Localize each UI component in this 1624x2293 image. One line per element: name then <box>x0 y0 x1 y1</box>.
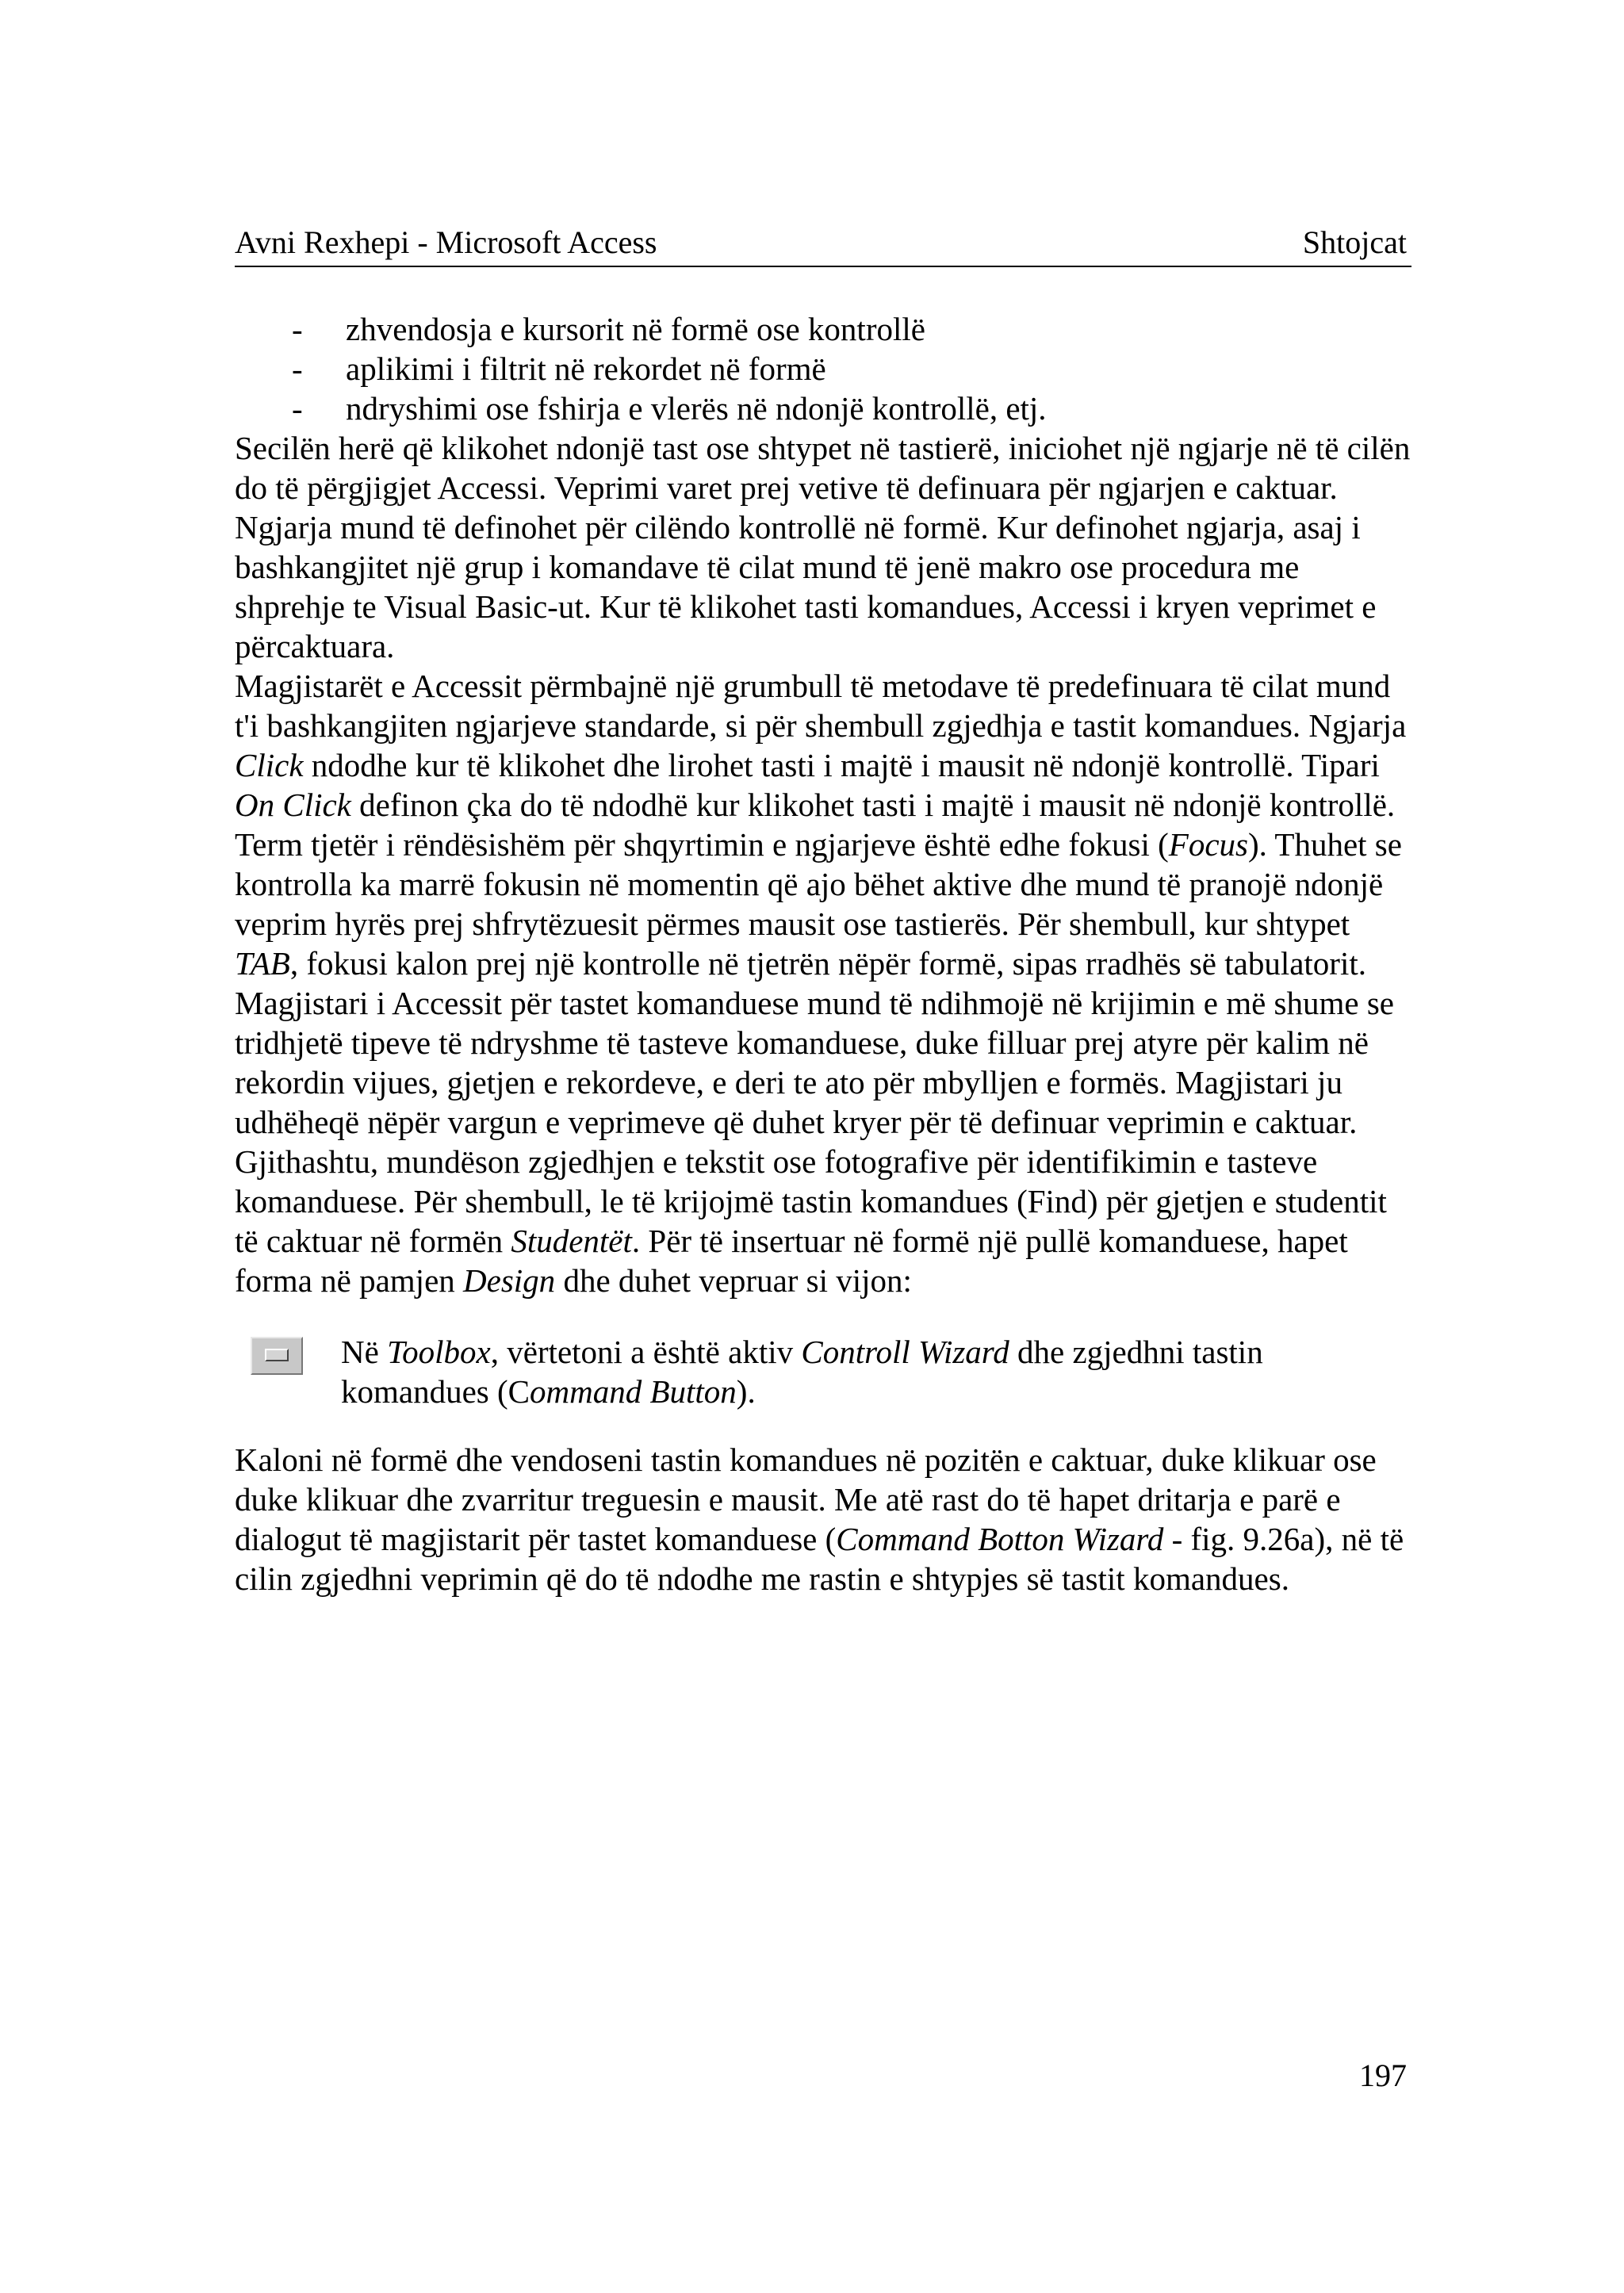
command-button-glyph <box>265 1349 289 1361</box>
bullet-dash: - <box>292 350 303 387</box>
bullet-dash: - <box>292 311 303 347</box>
italic-term: ommand Button <box>530 1373 737 1410</box>
header-author-title: Avni Rexhepi - Microsoft Access <box>235 224 657 260</box>
paragraph-wizards <box>235 666 1415 983</box>
italic-term: On Click <box>235 787 351 823</box>
paragraph-events: Secilën herë që klikohet ndonjë tast ose shtypet në tastierë, iniciohet një ngjarje në të cilën do të përgjigjet Accessi. Veprimi varet prej vetive të definuara për ngjarjen e caktuar. Ngjarja mund të definohet për cilëndo kontrollë në formë. Kur definohet ngjarja, asaj i bashkangjitet një grup i komandave të cilat mund të jenë makro ose procedura me shprehje te Visual Basic-ut. Kur të klikohet tasti komandues, Accessi i kryen veprimet e përcaktuara. <box>235 430 1411 664</box>
text-run: , vërtetoni a është aktiv <box>490 1334 802 1370</box>
text-run: Magjistari i Accessit për tastet komanduese mund të ndihmojë në krijimin e më shume se tridhjetë tipeve të ndryshme të tasteve komanduese, duke filluar prej atyre për kalim në rekordin vijues, gjetjen e rekordeve, e deri te ato për mbylljen e formës. Magjistari ju udhëheqë nëpër vargun e veprimeve që duhet kryer për të definuar veprimin e caktuar. Gjithashtu, mundëson zgjedhjen e tekstit ose fotografive për identifikimin e tasteve komanduese. Për shembull, le të krijojmë tastin komandues (Find) për gjetjen e studentit të caktuar në formën <box>235 985 1395 1259</box>
list-item-text: zhvendosja e kursorit në formë ose kontrollë <box>346 311 925 347</box>
italic-term: Command Botton Wizard <box>836 1521 1164 1557</box>
text-run: Magjistarët e Accessit përmbajnë një grumbull të metodave të predefinuara të cilat mund t'i bashkangjiten ngjarjeve standarde, si për shembull zgjedhja e tastit komandues. Ngjarja <box>235 668 1407 744</box>
command-button-icon <box>251 1337 303 1375</box>
paragraph-placement <box>235 1440 1415 1598</box>
text-run: ). Thuhet se kontrolla ka marrë fokusin në momentin që ajo bëhet aktive dhe mund të pranojë ndonjë veprim hyrës prej shfrytëzuesit përmes mausit ose tastierës. Për shembull, kur shtypet <box>235 826 1402 942</box>
italic-term: Studentët <box>511 1223 632 1259</box>
text-run: - fig. 9.26a), në të cilin zgjedhni veprimin që do të ndodhe me rastin e shtypjes së tastit komandues. <box>235 1521 1404 1597</box>
italic-term: Toolbox <box>387 1334 491 1370</box>
bullet-dash: - <box>292 390 303 427</box>
text-run: , fokusi kalon prej një kontrolle në tjetrën nëpër formë, sipas rradhës së tabulatorit. <box>289 945 1366 982</box>
text-run: definon çka do të ndodhë kur klikohet tasti i majtë i mausit në ndonjë kontrollë. Term tjetër i rëndësishëm për shqyrtimin e ngjarjeve është edhe fokusi ( <box>235 787 1396 863</box>
list-item <box>235 349 1415 389</box>
italic-term: Controll Wizard <box>801 1334 1009 1370</box>
list-item-text: aplikimi i filtrit në rekordet në formë <box>346 350 826 387</box>
text-run: dhe zgjedhni tastin komandues (C <box>341 1334 1263 1410</box>
text-run: ndodhe kur të klikohet dhe lirohet tasti i majtë i mausit në ndonjë kontrollë. Tipari <box>303 747 1380 783</box>
text-run: ). <box>736 1373 756 1410</box>
italic-term: Focus <box>1168 826 1248 863</box>
list-item <box>235 309 1415 349</box>
callout-text <box>341 1332 1415 1411</box>
italic-term: Design <box>463 1262 556 1299</box>
running-header <box>235 224 1411 267</box>
header-section: Shtojcat <box>1302 224 1407 260</box>
list-item <box>235 389 1415 428</box>
text-run: Kaloni në formë dhe vendoseni tastin komandues në pozitën e caktuar, duke klikuar ose duke klikuar dhe zvarritur treguesin e mausit. Me atë rast do të hapet dritarja e parë e dialogut të magjistarit për tastet komanduese ( <box>235 1441 1377 1557</box>
text-run: Në <box>341 1334 388 1370</box>
page-number: 197 <box>1359 2058 1407 2093</box>
list-item-text: ndryshimi ose fshirja e vlerës në ndonjë kontrollë, etj. <box>346 390 1047 427</box>
bullet-list <box>235 309 1415 428</box>
text-run: . Për të insertuar në formë një pullë komanduese, hapet forma në pamjen <box>235 1223 1348 1299</box>
body-text <box>235 309 1415 1598</box>
text-run: dhe duhet vepruar si vijon: <box>555 1262 912 1299</box>
toolbox-instruction <box>235 1332 1415 1411</box>
italic-term: TAB <box>235 945 290 982</box>
italic-term: Click <box>235 747 304 783</box>
paragraph-command-wizard <box>235 983 1415 1300</box>
